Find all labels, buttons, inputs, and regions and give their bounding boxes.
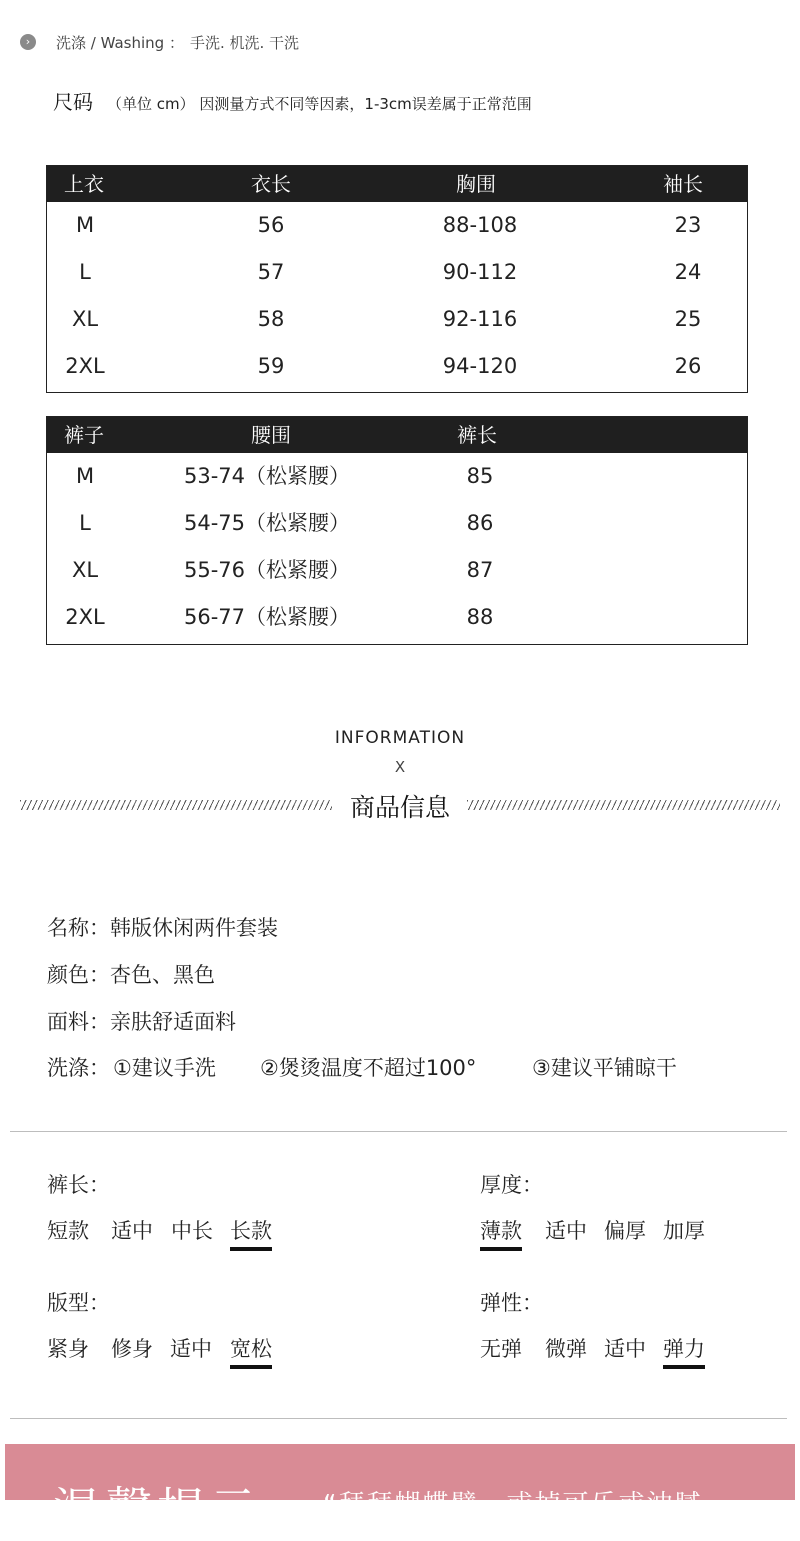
section-divider	[10, 1131, 787, 1132]
section-divider	[10, 1418, 787, 1419]
option-thicker: 偏厚	[604, 1219, 646, 1243]
top-size-table	[46, 165, 748, 393]
table-row	[47, 500, 747, 547]
pants-length-cell: 85	[466, 464, 494, 488]
sleeve-cell: 23	[674, 213, 702, 237]
chest-cell: 90-112	[442, 260, 518, 284]
product-info-heading: 商品信息	[349, 793, 450, 822]
chest-cell: 88-108	[442, 213, 518, 237]
pants-table-header	[47, 417, 747, 453]
washing-methods: 手洗. 机洗. 干洗	[189, 33, 300, 52]
pants-header-length: 裤长	[457, 423, 497, 447]
size-cell: L	[79, 260, 91, 284]
size-cell: XL	[71, 307, 99, 331]
length-cell: 57	[257, 260, 285, 284]
size-cell: M	[75, 213, 95, 237]
option-long-selected: 长款	[230, 1215, 272, 1247]
pants-length-cell: 88	[466, 605, 494, 629]
length-cell: 59	[257, 354, 285, 378]
length-cell: 58	[257, 307, 285, 331]
table-row	[47, 547, 747, 594]
product-name: 名称：韩版休闲两件套装	[47, 916, 278, 940]
option-medium: 适中	[111, 1219, 153, 1243]
cropped-previous-row	[20, 0, 250, 4]
fit-label: 版型：	[47, 1291, 110, 1315]
top-header-length: 衣长	[251, 172, 291, 196]
thickness-options	[480, 1215, 780, 1251]
elasticity-label: 弹性：	[480, 1291, 543, 1315]
option-loose-selected: 宽松	[230, 1333, 272, 1365]
option-no-stretch: 无弹	[480, 1337, 522, 1361]
top-header-sleeve: 袖长	[663, 172, 703, 196]
care-label: 洗涤：	[47, 1056, 110, 1080]
size-cell: L	[79, 511, 91, 535]
size-title: 尺码	[53, 90, 93, 114]
chevron-right-icon: ›	[20, 34, 36, 50]
table-row	[47, 202, 747, 249]
elasticity-options	[480, 1333, 780, 1369]
option-short: 短款	[47, 1219, 89, 1243]
chest-cell: 94-120	[442, 354, 518, 378]
option-thin-selected: 薄款	[480, 1215, 522, 1247]
pants-length-options	[47, 1215, 347, 1251]
top-header-item: 上衣	[64, 172, 104, 196]
care-step-3: ③建议平铺晾干	[532, 1056, 677, 1080]
length-cell: 56	[257, 213, 285, 237]
pants-header-waist: 腰围	[251, 423, 291, 447]
care-step-2: ②煲烫温度不超过100°	[260, 1056, 477, 1080]
size-heading	[53, 86, 532, 114]
chest-cell: 92-116	[442, 307, 518, 331]
table-row	[47, 296, 747, 343]
information-title: INFORMATION	[334, 728, 466, 748]
table-row	[47, 249, 747, 296]
product-color: 颜色：杏色、黑色	[47, 963, 215, 987]
thickness-label: 厚度：	[480, 1173, 543, 1197]
waist-cell: 53-74（松紧腰）	[184, 464, 351, 488]
option-tight: 紧身	[47, 1337, 89, 1361]
care-step-1: ①建议手洗	[113, 1056, 216, 1080]
option-regular: 适中	[170, 1337, 212, 1361]
option-mid-long: 中长	[171, 1219, 213, 1243]
tips-banner	[5, 1444, 795, 1539]
option-slim: 修身	[111, 1337, 153, 1361]
banner-title: 温馨提示	[53, 1483, 262, 1539]
pants-length-label: 裤长：	[47, 1173, 110, 1197]
waist-cell: 54-75（松紧腰）	[184, 511, 351, 535]
size-cell: 2XL	[65, 605, 105, 629]
option-thick: 加厚	[663, 1219, 705, 1243]
table-row	[47, 343, 747, 390]
information-x-mark: X	[394, 758, 406, 776]
pants-size-table	[46, 416, 748, 645]
option-slight-stretch: 微弹	[545, 1337, 587, 1361]
top-table-header	[47, 166, 747, 202]
sleeve-cell: 24	[674, 260, 702, 284]
option-medium: 适中	[604, 1337, 646, 1361]
pants-length-cell: 86	[466, 511, 494, 535]
table-row	[47, 594, 747, 641]
pants-length-cell: 87	[466, 558, 494, 582]
top-header-chest: 胸围	[456, 172, 496, 196]
product-care	[47, 1052, 787, 1084]
option-medium: 适中	[545, 1219, 587, 1243]
size-note: （单位 cm） 因测量方式不同等因素，1-3cm误差属于正常范围	[107, 95, 532, 113]
washing-info-row	[20, 30, 299, 54]
option-stretch-selected: 弹力	[663, 1333, 705, 1365]
size-cell: M	[75, 464, 95, 488]
washing-label: 洗涤 / Washing ：	[56, 33, 184, 52]
size-cell: XL	[71, 558, 99, 582]
sleeve-cell: 26	[674, 354, 702, 378]
waist-cell: 56-77（松紧腰）	[184, 605, 351, 629]
sleeve-cell: 25	[674, 307, 702, 331]
size-cell: 2XL	[65, 354, 105, 378]
product-fabric: 面料：亲肤舒适面料	[47, 1010, 236, 1034]
fit-options	[47, 1333, 347, 1369]
table-row	[47, 453, 747, 500]
waist-cell: 55-76（松紧腰）	[184, 558, 351, 582]
banner-subtitle: “拜拜蝴蝶臂，或掉可乐或油腻	[323, 1490, 703, 1520]
pants-header-item: 裤子	[64, 423, 104, 447]
